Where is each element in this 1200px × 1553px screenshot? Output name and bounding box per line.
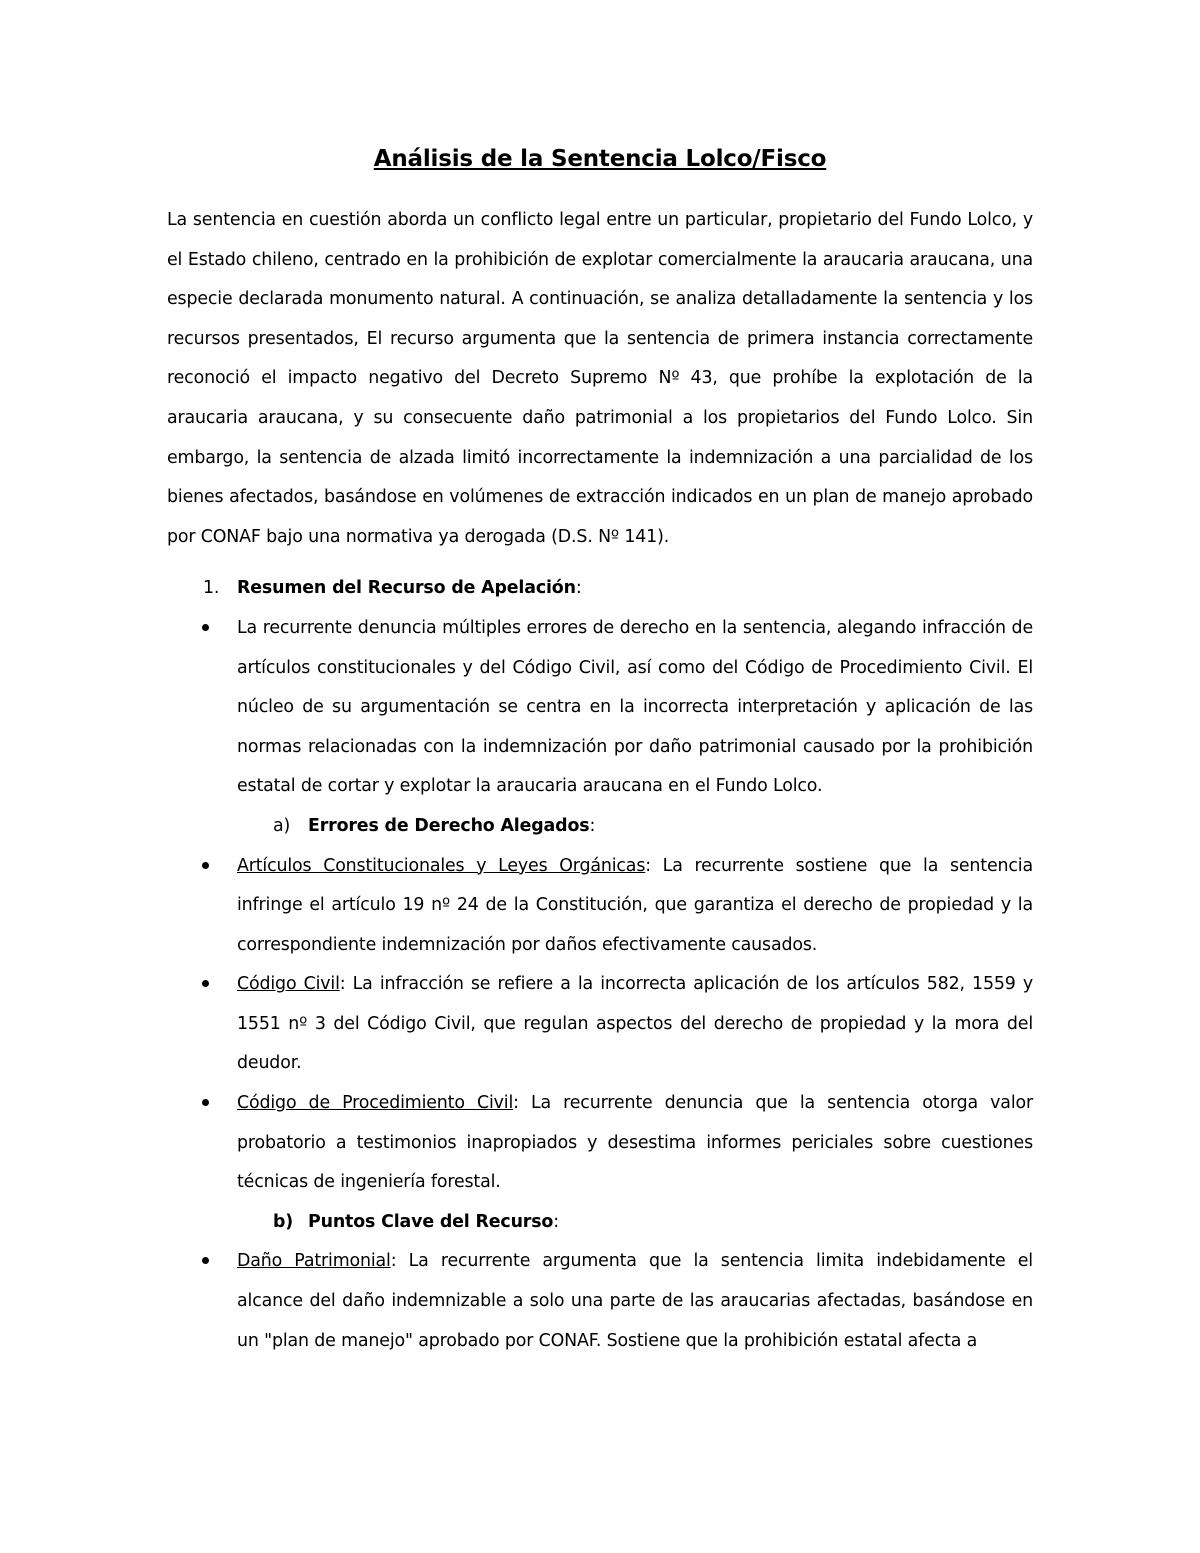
- list-item: [167, 965, 1033, 1084]
- subsection-letter: a): [273, 815, 291, 836]
- bullet-term: Artículos Constitucionales y Leyes Orgánicas: [237, 855, 646, 876]
- subsection-a-bullets: [167, 847, 1033, 1203]
- section-number: 1.: [203, 578, 220, 599]
- bullet-icon: [202, 980, 209, 987]
- list-item: [167, 1084, 1033, 1203]
- list-item: [167, 1242, 1033, 1361]
- list-item: [167, 609, 1033, 807]
- bullet-icon: [202, 1099, 209, 1106]
- bullet-text: : La recurrente sostiene que la sentencia infringe el artículo 19 nº 24 de la Constitución, que garantiza el derecho de propiedad y la correspondiente indemnización por daños efectivamente causados.: [237, 855, 1033, 955]
- bullet-term: Código Civil: [237, 974, 340, 995]
- subsection-heading-text: Puntos Clave del Recurso: [308, 1211, 554, 1232]
- subsection-a-heading: [167, 807, 1033, 847]
- section-heading: [167, 569, 1033, 609]
- section-list: [167, 569, 1033, 609]
- subsection-letter: b): [273, 1211, 294, 1232]
- section1-bullets: [167, 609, 1033, 807]
- section-heading-colon: :: [575, 578, 582, 599]
- bullet-term: Código de Procedimiento Civil: [237, 1093, 514, 1114]
- section-heading-text: Resumen del Recurso de Apelación: [237, 578, 576, 599]
- bullet-text: : La infracción se refiere a la incorrecta aplicación de los artículos 582, 1559 y 1551 nº 3 del Código Civil, que regulan aspectos del derecho de propiedad y la mora del deudor.: [237, 974, 1033, 1074]
- bullet-text: : La recurrente argumenta que la sentencia limita indebidamente el alcance del daño indemnizable a solo una parte de las araucarias afectadas, basándose en un "plan de manejo" aprobado por CONAF. Sostiene que la prohibición estatal afecta a: [237, 1251, 1033, 1351]
- bullet-text: : La recurrente denuncia que la sentencia otorga valor probatorio a testimonios inapropiados y desestima informes periciales sobre cuestiones técnicas de ingeniería forestal.: [237, 1093, 1033, 1193]
- subsection-b-heading: [167, 1203, 1033, 1243]
- subsection-b-bullets: [167, 1242, 1033, 1361]
- list-item: [167, 847, 1033, 966]
- bullet-icon: [202, 862, 209, 869]
- bullet-icon: [202, 1257, 209, 1264]
- subsection-heading-text: Errores de Derecho Alegados: [308, 815, 590, 836]
- bullet-term: Daño Patrimonial: [237, 1251, 391, 1272]
- bullet-icon: [202, 624, 209, 631]
- subsection-heading-colon: :: [553, 1211, 559, 1232]
- document-title: Análisis de la Sentencia Lolco/Fisco: [373, 146, 827, 172]
- intro-paragraph: La sentencia en cuestión aborda un conflicto legal entre un particular, propietario del Fundo Lolco, y el Estado chileno, centrado en la prohibición de explotar comercialmente la araucaria araucana, una especie declarada monumento natural. A continuación, se analiza detalladamente la sentencia y los recursos presentados, El recurso argumenta que la sentencia de primera instancia correctamente reconoció el impacto negativo del Decreto Supremo Nº 43, que prohíbe la explotación de la araucaria araucana, y su consecuente daño patrimonial a los propietarios del Fundo Lolco. Sin embargo, la sentencia de alzada limitó incorrectamente la indemnización a una parcialidad de los bienes afectados, basándose en volúmenes de extracción indicados en un plan de manejo aprobado por CONAF bajo una normativa ya derogada (D.S. Nº 141).: [167, 210, 1033, 547]
- bullet-text: La recurrente denuncia múltiples errores de derecho en la sentencia, alegando infracción de artículos constitucionales y del Código Civil, así como del Código de Procedimiento Civil. El núcleo de su argumentación se centra en la incorrecta interpretación y aplicación de las normas relacionadas con la indemnización por daño patrimonial causado por la prohibición estatal de cortar y explotar la araucaria araucana en el Fundo Lolco.: [237, 617, 1033, 797]
- subsection-heading-colon: :: [589, 815, 596, 836]
